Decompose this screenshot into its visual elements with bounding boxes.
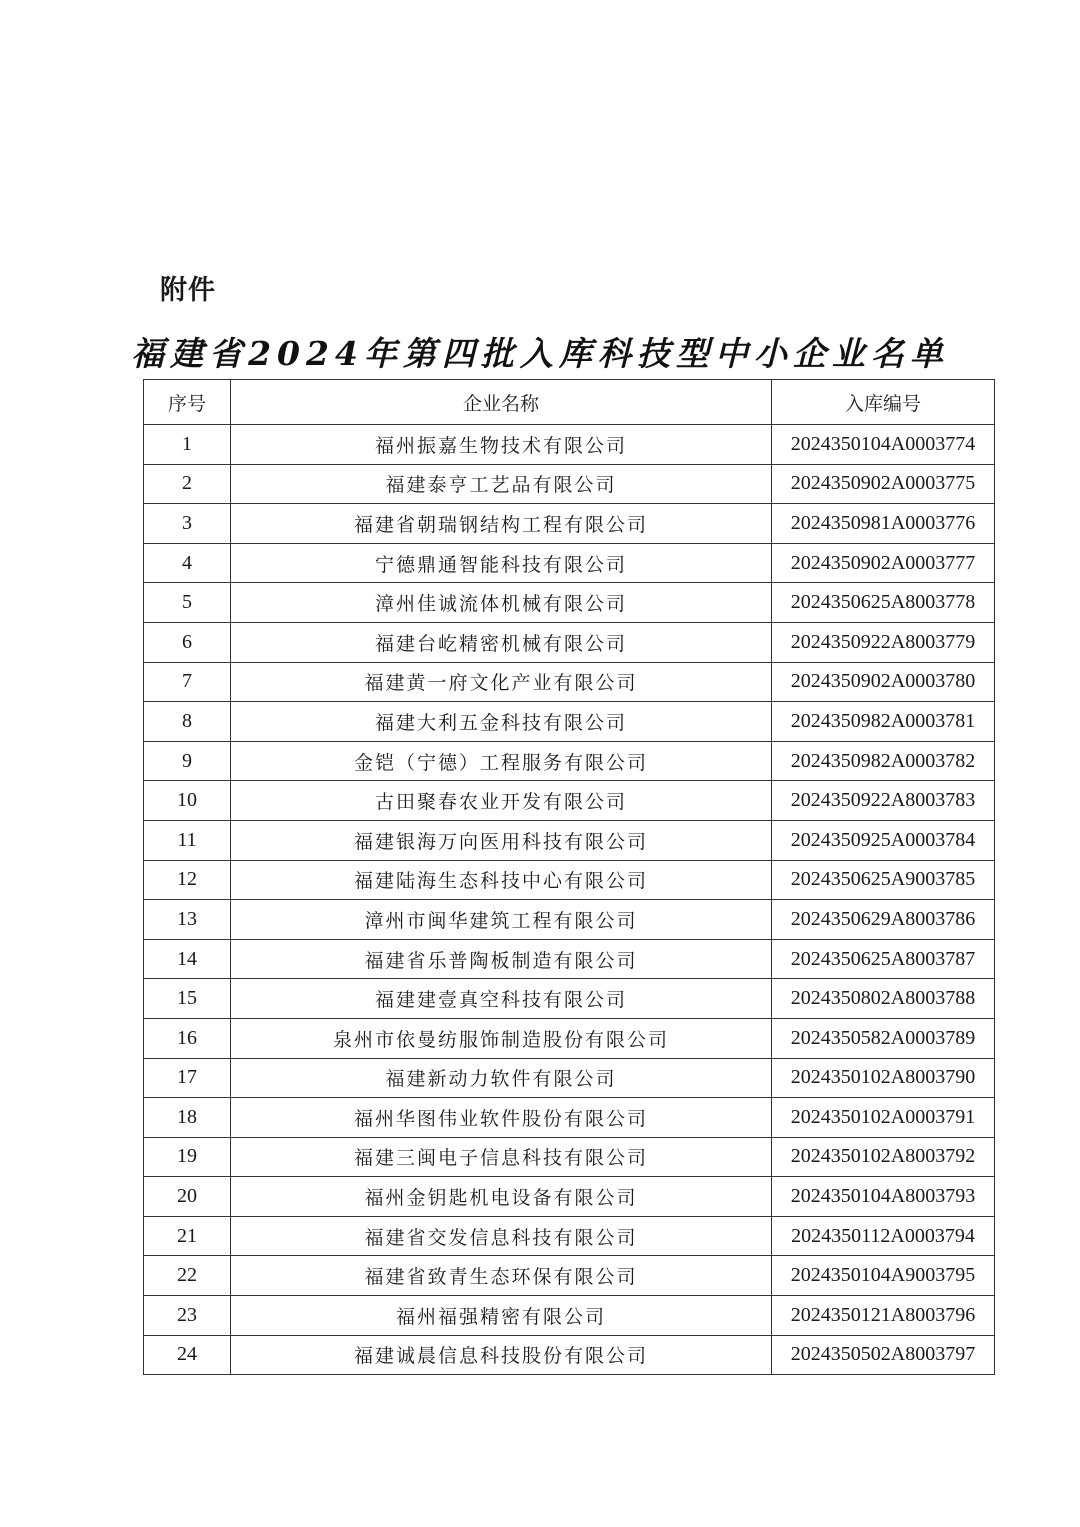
- row-seq: 16: [144, 1018, 231, 1058]
- row-seq: 8: [144, 702, 231, 742]
- row-seq: 21: [144, 1216, 231, 1256]
- row-registration-code: 2024350902A0003777: [772, 543, 995, 583]
- row-enterprise-name: 福建泰亨工艺品有限公司: [231, 464, 772, 504]
- row-enterprise-name: 福建陆海生态科技中心有限公司: [231, 860, 772, 900]
- table-row: [144, 1137, 995, 1177]
- row-enterprise-name: 福建省朝瑞钢结构工程有限公司: [231, 504, 772, 544]
- row-seq: 12: [144, 860, 231, 900]
- table-row: [144, 1098, 995, 1138]
- row-registration-code: 2024350502A8003797: [772, 1335, 995, 1375]
- row-registration-code: 2024350625A9003785: [772, 860, 995, 900]
- table-body: [144, 425, 995, 1375]
- row-enterprise-name: 福州金钥匙机电设备有限公司: [231, 1177, 772, 1217]
- row-seq: 17: [144, 1058, 231, 1098]
- row-registration-code: 2024350922A8003779: [772, 622, 995, 662]
- row-enterprise-name: 福建诚晨信息科技股份有限公司: [231, 1335, 772, 1375]
- table-row: [144, 464, 995, 504]
- row-seq: 24: [144, 1335, 231, 1375]
- table-row: [144, 622, 995, 662]
- table-row: [144, 702, 995, 742]
- row-enterprise-name: 宁德鼎通智能科技有限公司: [231, 543, 772, 583]
- row-enterprise-name: 金铠（宁德）工程服务有限公司: [231, 741, 772, 781]
- row-registration-code: 2024350112A0003794: [772, 1216, 995, 1256]
- header-seq: 序号: [144, 380, 231, 425]
- row-registration-code: 2024350981A0003776: [772, 504, 995, 544]
- row-seq: 18: [144, 1098, 231, 1138]
- attachment-label: 附件: [160, 275, 216, 306]
- table-row: [144, 1177, 995, 1217]
- row-seq: 6: [144, 622, 231, 662]
- row-registration-code: 2024350121A8003796: [772, 1296, 995, 1336]
- row-seq: 23: [144, 1296, 231, 1336]
- row-registration-code: 2024350982A0003781: [772, 702, 995, 742]
- row-registration-code: 2024350625A8003787: [772, 939, 995, 979]
- table-row: [144, 425, 995, 465]
- row-registration-code: 2024350902A0003780: [772, 662, 995, 702]
- table-row: [144, 1058, 995, 1098]
- header-registration-code: 入库编号: [772, 380, 995, 425]
- table-row: [144, 1018, 995, 1058]
- header-enterprise-name: 企业名称: [231, 380, 772, 425]
- table-row: [144, 741, 995, 781]
- row-registration-code: 2024350922A8003783: [772, 781, 995, 821]
- document-title: 福建省2024年第四批入库科技型中小企业名单: [131, 334, 949, 373]
- table-row: [144, 662, 995, 702]
- row-enterprise-name: 福建大利五金科技有限公司: [231, 702, 772, 742]
- table-row: [144, 939, 995, 979]
- table-row: [144, 583, 995, 623]
- table-row: [144, 1216, 995, 1256]
- row-enterprise-name: 古田聚春农业开发有限公司: [231, 781, 772, 821]
- table-row: [144, 1335, 995, 1375]
- table-row: [144, 900, 995, 940]
- table-header-row: [144, 380, 995, 425]
- row-enterprise-name: 福建三闽电子信息科技有限公司: [231, 1137, 772, 1177]
- row-enterprise-name: 福建建壹真空科技有限公司: [231, 979, 772, 1019]
- table-row: [144, 979, 995, 1019]
- row-enterprise-name: 福州福强精密有限公司: [231, 1296, 772, 1336]
- row-seq: 5: [144, 583, 231, 623]
- row-enterprise-name: 福建省交发信息科技有限公司: [231, 1216, 772, 1256]
- table-row: [144, 860, 995, 900]
- row-seq: 14: [144, 939, 231, 979]
- row-seq: 7: [144, 662, 231, 702]
- row-enterprise-name: 福建台屹精密机械有限公司: [231, 622, 772, 662]
- row-registration-code: 2024350104A0003774: [772, 425, 995, 465]
- row-registration-code: 2024350102A0003791: [772, 1098, 995, 1138]
- row-seq: 13: [144, 900, 231, 940]
- row-enterprise-name: 福建银海万向医用科技有限公司: [231, 820, 772, 860]
- table-row: [144, 781, 995, 821]
- row-seq: 20: [144, 1177, 231, 1217]
- row-registration-code: 2024350629A8003786: [772, 900, 995, 940]
- row-seq: 19: [144, 1137, 231, 1177]
- row-registration-code: 2024350104A8003793: [772, 1177, 995, 1217]
- table-row: [144, 543, 995, 583]
- row-registration-code: 2024350902A0003775: [772, 464, 995, 504]
- row-enterprise-name: 漳州市闽华建筑工程有限公司: [231, 900, 772, 940]
- row-registration-code: 2024350625A8003778: [772, 583, 995, 623]
- row-seq: 1: [144, 425, 231, 465]
- table-row: [144, 1256, 995, 1296]
- row-seq: 22: [144, 1256, 231, 1296]
- enterprise-list-table: [143, 379, 995, 1375]
- row-enterprise-name: 福州华图伟业软件股份有限公司: [231, 1098, 772, 1138]
- row-registration-code: 2024350582A0003789: [772, 1018, 995, 1058]
- row-enterprise-name: 泉州市依曼纺服饰制造股份有限公司: [231, 1018, 772, 1058]
- row-enterprise-name: 福建新动力软件有限公司: [231, 1058, 772, 1098]
- table-row: [144, 504, 995, 544]
- row-enterprise-name: 漳州佳诚流体机械有限公司: [231, 583, 772, 623]
- row-enterprise-name: 福州振嘉生物技术有限公司: [231, 425, 772, 465]
- row-registration-code: 2024350802A8003788: [772, 979, 995, 1019]
- row-seq: 11: [144, 820, 231, 860]
- row-registration-code: 2024350102A8003790: [772, 1058, 995, 1098]
- row-registration-code: 2024350102A8003792: [772, 1137, 995, 1177]
- row-registration-code: 2024350925A0003784: [772, 820, 995, 860]
- row-enterprise-name: 福建黄一府文化产业有限公司: [231, 662, 772, 702]
- row-seq: 2: [144, 464, 231, 504]
- row-seq: 4: [144, 543, 231, 583]
- row-enterprise-name: 福建省致青生态环保有限公司: [231, 1256, 772, 1296]
- row-registration-code: 2024350104A9003795: [772, 1256, 995, 1296]
- table-row: [144, 820, 995, 860]
- row-seq: 9: [144, 741, 231, 781]
- row-seq: 10: [144, 781, 231, 821]
- row-seq: 15: [144, 979, 231, 1019]
- row-registration-code: 2024350982A0003782: [772, 741, 995, 781]
- row-enterprise-name: 福建省乐普陶板制造有限公司: [231, 939, 772, 979]
- row-seq: 3: [144, 504, 231, 544]
- table-row: [144, 1296, 995, 1336]
